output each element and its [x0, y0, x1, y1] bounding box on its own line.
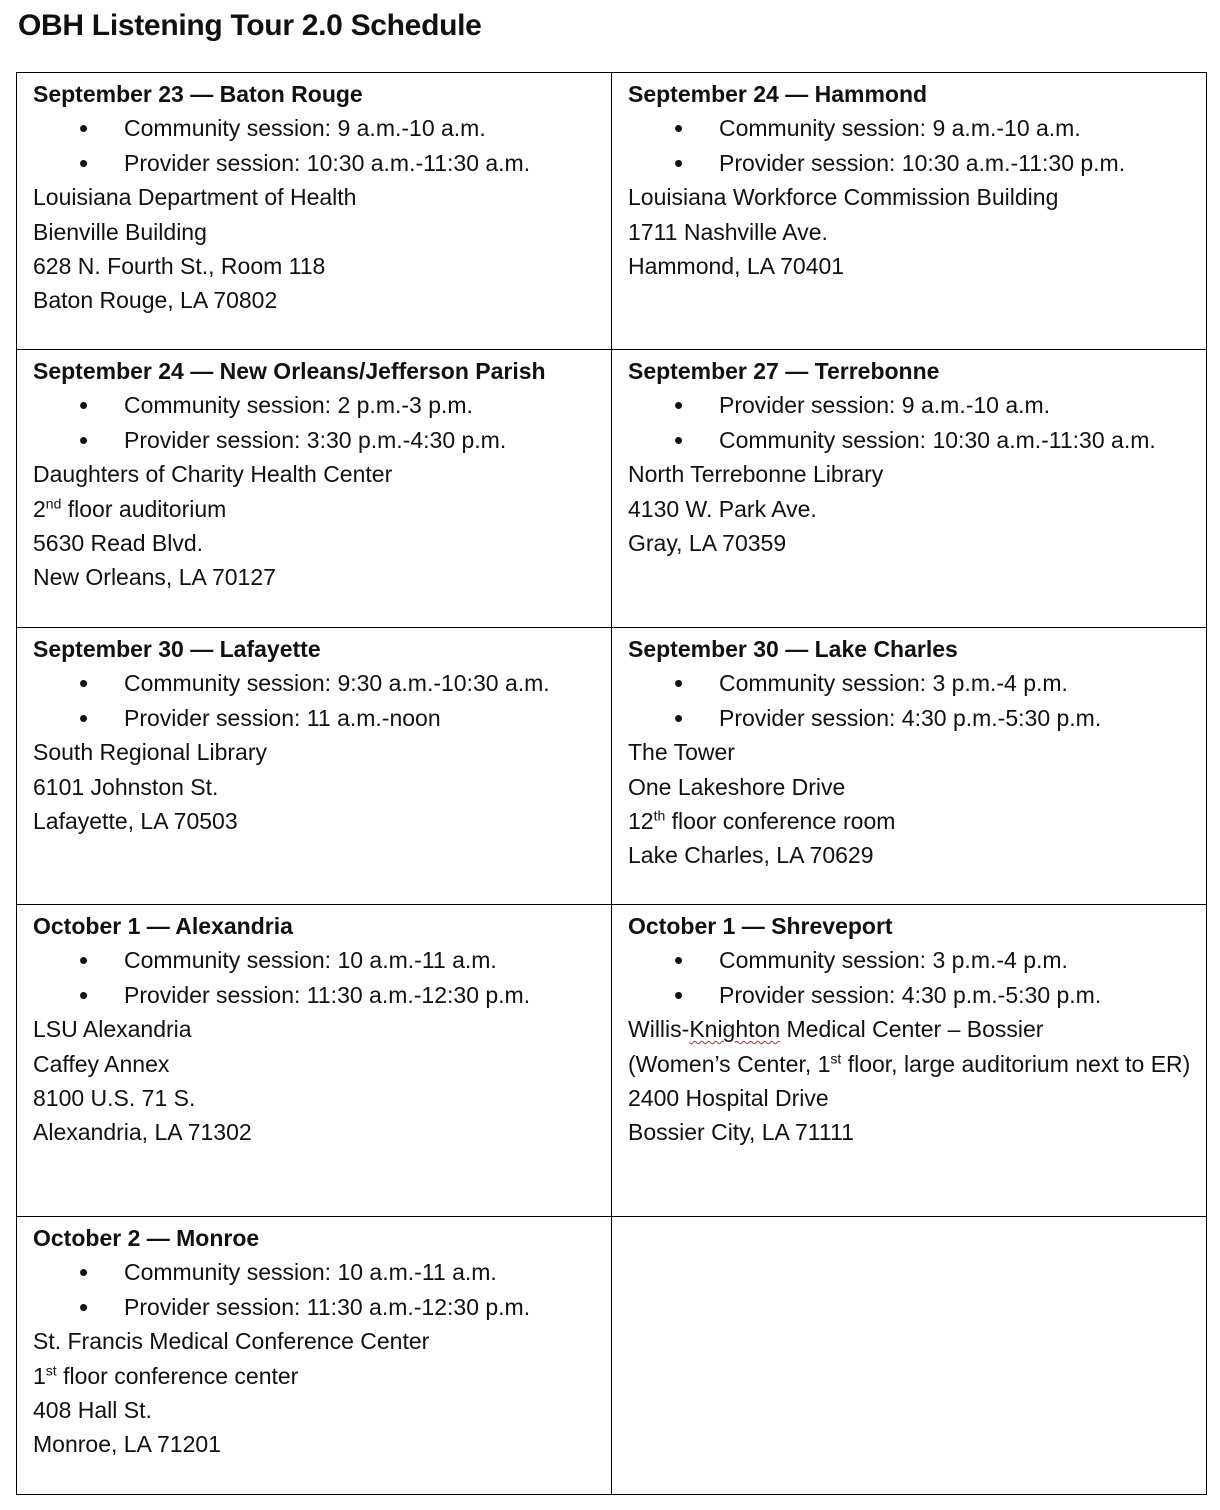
note-text: floor, large auditorium next to ER)	[841, 1050, 1191, 1077]
table-row	[17, 350, 1207, 628]
session-list	[628, 943, 1196, 1012]
floor-number: 12	[628, 808, 654, 835]
address-line: Hammond, LA 70401	[628, 253, 845, 280]
cell-heading: September 30 — Lafayette	[33, 636, 321, 662]
address-line: 628 N. Fourth St., Room 118	[33, 253, 326, 280]
list-item: • Provider session: 11:30 a.m.-12:30 p.m.	[33, 978, 601, 1012]
ordinal-suffix: nd	[45, 494, 62, 511]
address-line: North Terrebonne Library	[628, 461, 884, 488]
list-item: • Provider session: 10:30 a.m.-11:30 p.m.	[628, 146, 1196, 180]
address-line: Baton Rouge, LA 70802	[33, 287, 278, 314]
note-text: (Women’s Center, 1	[628, 1050, 831, 1077]
address-line: St. Francis Medical Conference Center	[33, 1328, 430, 1355]
venue-text: Medical Center – Bossier	[780, 1016, 1044, 1043]
list-item: • Community session: 10:30 a.m.-11:30 a.m.	[628, 423, 1196, 457]
address-line: 2400 Hospital Drive	[628, 1085, 829, 1112]
list-item: • Community session: 9:30 a.m.-10:30 a.m.	[33, 666, 601, 700]
ordinal-suffix: st	[830, 1049, 842, 1066]
address-line: 4130 W. Park Ave.	[628, 495, 817, 522]
table-row	[17, 628, 1207, 905]
address-line: Alexandria, LA 71302	[33, 1119, 252, 1146]
cell-heading: September 24 — Hammond	[628, 81, 928, 107]
table-row	[17, 1217, 1207, 1495]
session-list	[33, 943, 601, 1012]
schedule-cell-lake-charles	[612, 628, 1207, 905]
list-item: • Provider session: 3:30 p.m.-4:30 p.m.	[33, 423, 601, 457]
address-line: Bienville Building	[33, 218, 207, 245]
address-line: 1711 Nashville Ave.	[628, 218, 828, 245]
address-line: South Regional Library	[33, 739, 267, 766]
address-line: 8100 U.S. 71 S.	[33, 1085, 196, 1112]
floor-text: floor auditorium	[61, 495, 227, 522]
address-line: Daughters of Charity Health Center	[33, 461, 393, 488]
address-line: 408 Hall St.	[33, 1397, 152, 1424]
empty-cell	[612, 1217, 1207, 1495]
schedule-cell-baton-rouge	[17, 73, 612, 350]
session-list	[628, 111, 1196, 180]
table-row	[17, 73, 1207, 350]
venue-note	[628, 1047, 1196, 1081]
address-line: Monroe, LA 71201	[33, 1431, 221, 1458]
address-line: New Orleans, LA 70127	[33, 564, 276, 591]
session-list	[33, 388, 601, 457]
ordinal-suffix: th	[653, 807, 666, 824]
address-line: 5630 Read Blvd.	[33, 530, 204, 557]
schedule-cell-new-orleans	[17, 350, 612, 628]
ordinal-suffix: st	[45, 1361, 57, 1378]
list-item: • Provider session: 10:30 a.m.-11:30 a.m.	[33, 146, 601, 180]
list-item: • Provider session: 11:30 a.m.-12:30 p.m.	[33, 1290, 601, 1324]
address-line: Bossier City, LA 71111	[628, 1119, 854, 1146]
cell-heading: October 1 — Shreveport	[628, 913, 893, 939]
address-line: Lake Charles, LA 70629	[628, 842, 874, 869]
cell-heading: September 24 — New Orleans/Jefferson Parish	[33, 358, 546, 384]
floor-text: floor conference center	[56, 1362, 299, 1389]
list-item: • Community session: 10 a.m.-11 a.m.	[33, 1255, 601, 1289]
list-item: • Provider session: 9 a.m.-10 a.m.	[628, 388, 1196, 422]
cell-heading: September 23 — Baton Rouge	[33, 81, 363, 107]
address-line	[628, 804, 1196, 838]
schedule-table	[16, 72, 1207, 1495]
list-item: • Provider session: 4:30 p.m.-5:30 p.m.	[628, 701, 1196, 735]
session-list	[628, 388, 1196, 457]
cell-heading: October 1 — Alexandria	[33, 913, 293, 939]
list-item: • Community session: 9 a.m.-10 a.m.	[33, 111, 601, 145]
venue-text: Willis-	[628, 1016, 690, 1043]
list-item: • Community session: 3 p.m.-4 p.m.	[628, 943, 1196, 977]
address-line	[33, 492, 601, 526]
list-item: • Provider session: 4:30 p.m.-5:30 p.m.	[628, 978, 1196, 1012]
floor-number: 2	[33, 495, 46, 522]
session-list	[33, 111, 601, 180]
venue-line	[628, 1012, 1196, 1046]
address-line: Lafayette, LA 70503	[33, 808, 238, 835]
list-item: • Community session: 10 a.m.-11 a.m.	[33, 943, 601, 977]
schedule-cell-lafayette	[17, 628, 612, 905]
spellcheck-word: Knighton	[689, 1016, 781, 1043]
address-line	[33, 1359, 601, 1393]
schedule-cell-shreveport	[612, 905, 1207, 1217]
address-line: LSU Alexandria	[33, 1016, 192, 1043]
session-list	[628, 666, 1196, 735]
list-item: • Provider session: 11 a.m.-noon	[33, 701, 601, 735]
address-line: The Tower	[628, 739, 735, 766]
address-line: Gray, LA 70359	[628, 530, 787, 557]
page-title: OBH Listening Tour 2.0 Schedule	[18, 9, 482, 42]
session-list	[33, 1255, 601, 1324]
address-line: Louisiana Workforce Commission Building	[628, 184, 1059, 211]
schedule-cell-alexandria	[17, 905, 612, 1217]
floor-number: 1	[33, 1362, 46, 1389]
address-line: Louisiana Department of Health	[33, 184, 357, 211]
table-row	[17, 905, 1207, 1217]
session-list	[33, 666, 601, 735]
schedule-cell-hammond	[612, 73, 1207, 350]
address-line: 6101 Johnston St.	[33, 773, 219, 800]
schedule-cell-terrebonne	[612, 350, 1207, 628]
schedule-cell-monroe	[17, 1217, 612, 1495]
list-item: • Community session: 9 a.m.-10 a.m.	[628, 111, 1196, 145]
address-line: One Lakeshore Drive	[628, 773, 846, 800]
cell-heading: September 27 — Terrebonne	[628, 358, 940, 384]
cell-heading: September 30 — Lake Charles	[628, 636, 958, 662]
cell-heading: October 2 — Monroe	[33, 1225, 260, 1251]
floor-text: floor conference room	[665, 808, 896, 835]
list-item: • Community session: 3 p.m.-4 p.m.	[628, 666, 1196, 700]
address-line: Caffey Annex	[33, 1050, 170, 1077]
list-item: • Community session: 2 p.m.-3 p.m.	[33, 388, 601, 422]
